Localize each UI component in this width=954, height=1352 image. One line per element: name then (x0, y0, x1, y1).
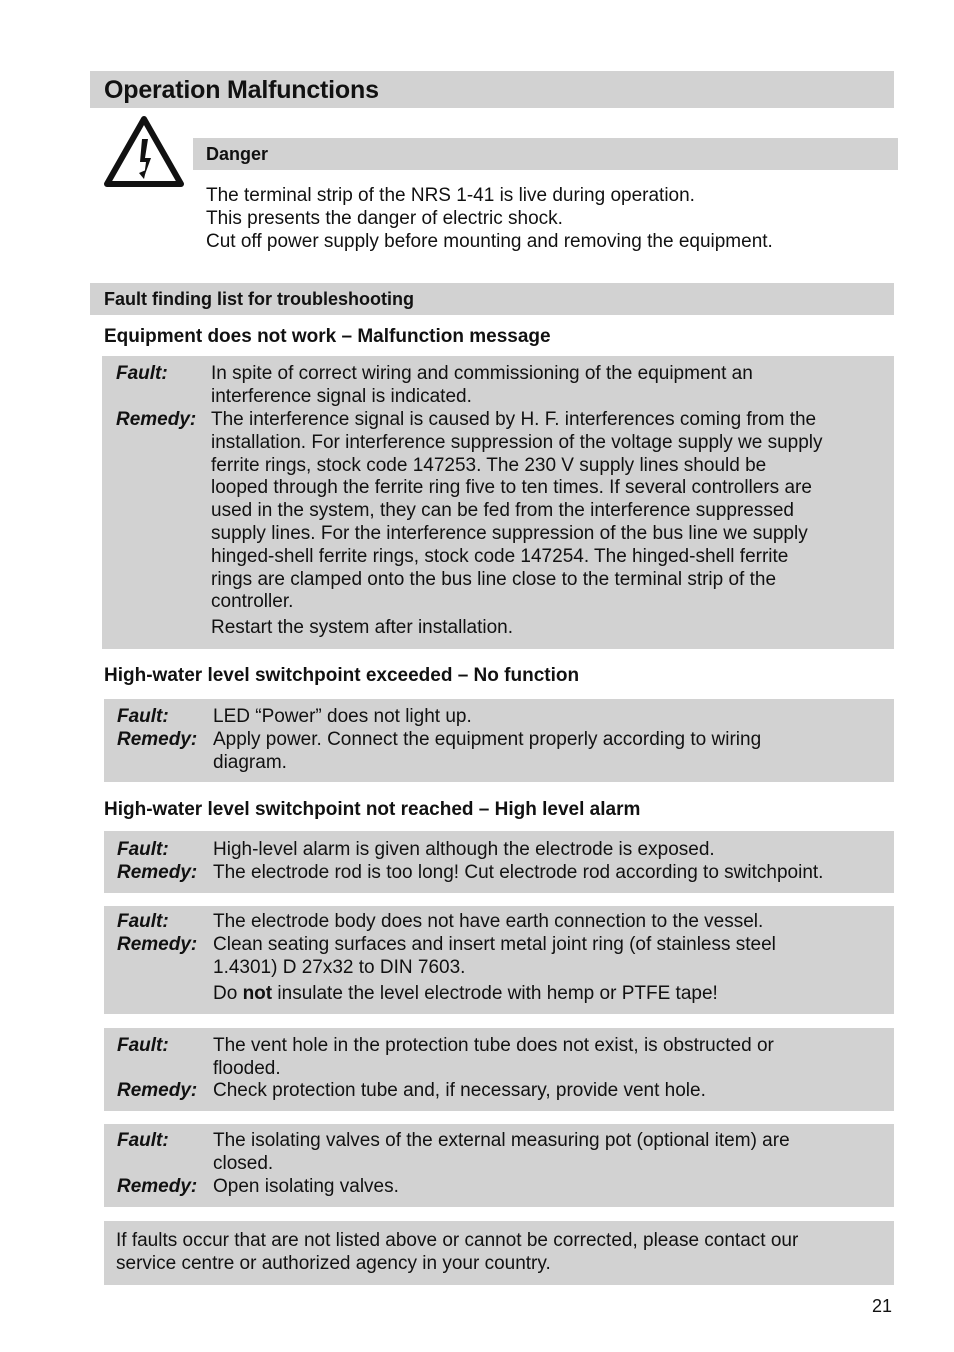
danger-line: Cut off power supply before mounting and removing the equipment. (206, 231, 773, 252)
text-line: The isolating valves of the external measuring pot (optional item) are (213, 1130, 790, 1151)
high-voltage-warning-icon (103, 115, 185, 189)
text-line: The electrode rod is too long! Cut electrode rod according to switchpoint. (213, 862, 824, 883)
fault-label: Fault: (117, 706, 169, 727)
text-line: diagram. (213, 751, 287, 773)
remedy-label: Remedy: (117, 934, 198, 955)
danger-line: The terminal strip of the NRS 1-41 is live during operation. (206, 185, 695, 206)
text-line: looped through the ferrite ring five to ten times. If several controllers are (211, 477, 812, 499)
text-line: The interference signal is caused by H. F. interferences coming from the (211, 409, 817, 430)
remedy-label: Remedy: (117, 862, 198, 883)
text-line: closed. (213, 1152, 274, 1174)
text-line: Open isolating valves. (213, 1176, 399, 1197)
page-number: 21 (872, 1296, 893, 1316)
fault-label: Fault: (117, 839, 169, 860)
remedy-text (211, 409, 823, 640)
fault-list-heading-bar (90, 283, 894, 315)
fault-entry-box (104, 1028, 894, 1111)
fault-text (213, 1035, 774, 1081)
remedy-text (213, 1080, 706, 1103)
text-line: installation. For interference suppression of the voltage supply we supply (211, 431, 823, 453)
fault-text (213, 839, 715, 862)
fault-entry-box (104, 699, 894, 782)
text-line: controller. (211, 591, 294, 613)
remedy-label: Remedy: (117, 1080, 198, 1101)
text-line: Clean seating surfaces and insert metal joint ring (of stainless steel (213, 934, 776, 955)
text-line: Restart the system after installation. (211, 617, 514, 639)
text-line: In spite of correct wiring and commissioning of the equipment an (211, 363, 753, 384)
closing-note-line: service centre or authorized agency in your country. (116, 1253, 551, 1274)
remedy-label: Remedy: (116, 409, 197, 430)
remedy-label: Remedy: (117, 1176, 198, 1197)
fault-label: Fault: (117, 911, 169, 932)
danger-line: This presents the danger of electric shock. (206, 208, 563, 229)
text-line: The vent hole in the protection tube does not exist, is obstructed or (213, 1035, 774, 1056)
fault-entry-box (102, 356, 894, 649)
fault-text (211, 363, 753, 409)
fault-text (213, 1130, 790, 1176)
remedy-text (213, 862, 823, 885)
text-line: The electrode body does not have earth connection to the vessel. (213, 911, 764, 932)
closing-note-line: If faults occur that are not listed above or cannot be corrected, please contact our (116, 1230, 799, 1251)
remedy-text (213, 729, 761, 775)
emphasis-not: not (242, 982, 273, 1004)
text-line: flooded. (213, 1057, 281, 1079)
remedy-text (213, 1176, 399, 1199)
remedy-text (213, 934, 776, 1005)
group-heading: Equipment does not work – Malfunction message (104, 326, 551, 347)
text-line: High-level alarm is given although the electrode is exposed. (213, 839, 715, 860)
text-part: insulate the level electrode with hemp or PTFE tape! (272, 982, 718, 1004)
text-part: Do (213, 982, 243, 1004)
group-heading: High-water level switchpoint exceeded – No function (104, 665, 580, 686)
remedy-label: Remedy: (117, 729, 198, 750)
text-line: ferrite rings, stock code 147253. The 230 V supply lines should be (211, 454, 767, 476)
fault-text (213, 911, 763, 934)
text-line: rings are clamped onto the bus line close to the terminal strip of the (211, 568, 777, 590)
text-line: Check protection tube and, if necessary, provide vent hole. (213, 1080, 706, 1101)
fault-entry-box (104, 831, 894, 893)
fault-entry-box (104, 1124, 894, 1207)
danger-heading: Danger (206, 144, 269, 164)
text-line: LED “Power” does not light up. (213, 706, 472, 727)
fault-list-heading: Fault finding list for troubleshooting (104, 289, 414, 309)
fault-label: Fault: (116, 363, 168, 384)
closing-note-box (104, 1221, 894, 1285)
text-line: Apply power. Connect the equipment properly according to wiring (213, 729, 762, 750)
text-line: interference signal is indicated. (211, 385, 472, 407)
text-line (213, 983, 776, 1006)
group-heading: High-water level switchpoint not reached – High level alarm (104, 799, 641, 820)
fault-label: Fault: (117, 1130, 169, 1151)
fault-text (213, 706, 472, 729)
fault-label: Fault: (117, 1035, 169, 1056)
page-title: Operation Malfunctions (104, 76, 379, 104)
danger-message (206, 184, 773, 253)
text-line: used in the system, they can be fed from the interference suppressed (211, 500, 794, 522)
danger-heading-bar (193, 138, 898, 170)
text-line: 1.4301) D 27x32 to DIN 7603. (213, 956, 466, 978)
text-line: hinged-shell ferrite rings, stock code 147254. The hinged-shell ferrite (211, 545, 789, 567)
title-bar (90, 71, 894, 108)
text-line: supply lines. For the interference suppression of the bus line we supply (211, 522, 808, 544)
fault-entry-box (104, 906, 894, 1014)
